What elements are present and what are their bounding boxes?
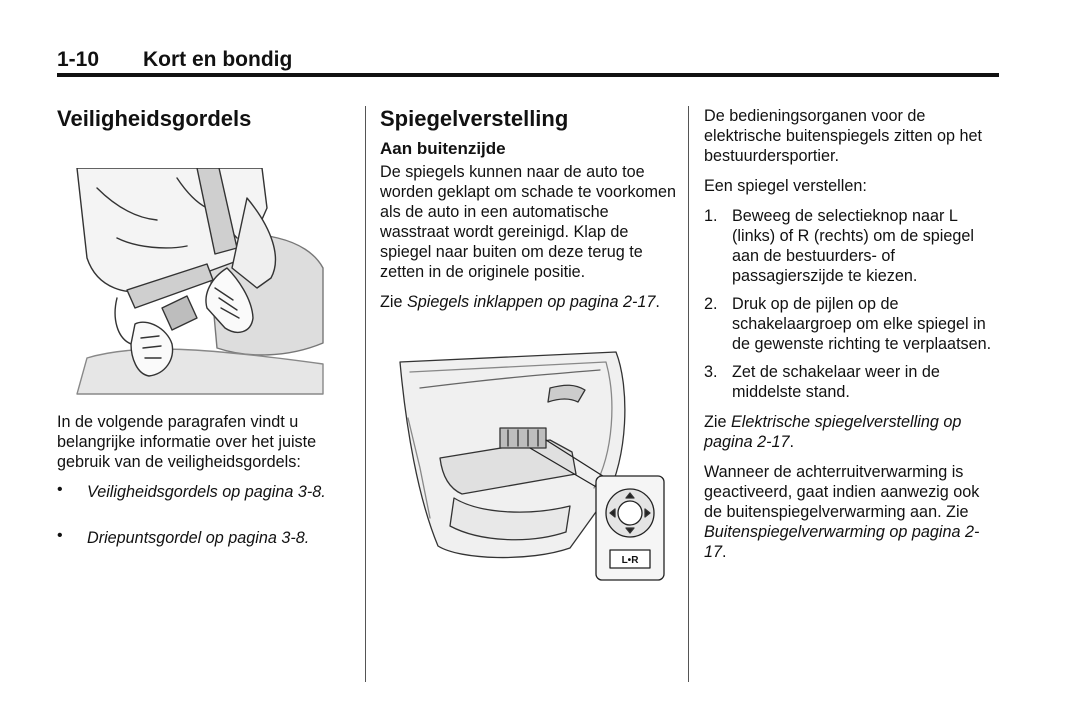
section-heading-seatbelts: Veiligheidsgordels — [57, 106, 252, 131]
step-text: Zet de schakelaar weer in de middelste stand. — [732, 363, 940, 401]
seatbelt-illustration — [57, 168, 325, 402]
step-number: 1. — [704, 207, 718, 225]
column-divider-1 — [365, 106, 366, 682]
bullet-item — [57, 482, 357, 502]
controls-location: De bedieningsorganen voor de elektrische buitenspiegels zitten op het bestuurdersportier. — [704, 107, 983, 165]
link-seatbelts[interactable]: Veiligheidsgordels op pagina 3-8. — [87, 483, 326, 501]
link-fold-mirrors[interactable]: Spiegels inklappen op pagina 2-17 — [407, 293, 656, 311]
seatbelt-intro: In de volgende paragrafen vindt u belangrijke informatie over het juiste gebruik van de veiligheidsgordels: — [57, 413, 317, 471]
heating-paragraph — [704, 462, 1000, 562]
step-number: 2. — [704, 295, 718, 313]
mirror-reference — [380, 292, 678, 312]
column-seatbelts — [57, 106, 357, 548]
column-mirror-controls — [704, 106, 1000, 572]
subheading-outside: Aan buitenzijde — [380, 139, 506, 158]
mirror-body: De spiegels kunnen naar de auto toe worden geklapt om schade te voorkomen als de auto in een automatische wasstraat wordt gereinigd. Klap de spiegel naar buiten om deze terug te zetten in de originele positie. — [380, 163, 677, 281]
door-panel-illustration — [380, 348, 670, 586]
ref-suffix: . — [722, 543, 727, 561]
ref-prefix: Zie — [704, 413, 731, 431]
page-header — [57, 46, 999, 78]
lr-switch-label: L•R — [621, 555, 639, 566]
header-rule — [57, 73, 999, 77]
link-mirror-heating[interactable]: Buitenspiegelverwarming op pagina 2-17 — [704, 523, 980, 561]
link-electric-mirror[interactable]: Elektrische spiegelverstelling op pagina 2-17 — [704, 413, 962, 451]
bullet-icon: • — [57, 527, 63, 544]
list-item — [704, 362, 1000, 402]
column-divider-2 — [688, 106, 689, 682]
step-text: Druk op de pijlen op de schakelaargroep om elke spiegel in de gewenste richting te verplaatsen. — [732, 295, 992, 353]
ref-suffix: . — [789, 433, 795, 451]
list-item — [704, 206, 1000, 286]
step-text: Beweeg de selectieknop naar L (links) of R (rechts) om de spiegel aan de bestuurders- of passagierszijde te kiezen. — [732, 207, 974, 285]
page-number: 1-10 — [57, 48, 100, 71]
column-mirror-adjust — [380, 106, 678, 586]
link-three-point-belt[interactable]: Driepuntsgordel op pagina 3-8. — [87, 529, 310, 547]
adjust-intro: Een spiegel verstellen: — [704, 177, 867, 195]
electric-mirror-reference — [704, 412, 1000, 452]
adjust-steps — [704, 206, 1000, 402]
ref-suffix: . — [655, 293, 660, 311]
section-heading-mirror: Spiegelverstelling — [380, 106, 569, 131]
chapter-title: Kort en bondig — [143, 48, 293, 71]
list-item — [704, 294, 1000, 354]
heating-text: Wanneer de achterruitverwarming is geactiveerd, gaat indien aanwezig ook de buitenspiegelverwarming aan. Zie — [704, 463, 980, 521]
bullet-icon: • — [57, 481, 63, 498]
ref-prefix: Zie — [380, 293, 407, 311]
step-number: 3. — [704, 363, 718, 381]
bullet-item — [57, 528, 357, 548]
